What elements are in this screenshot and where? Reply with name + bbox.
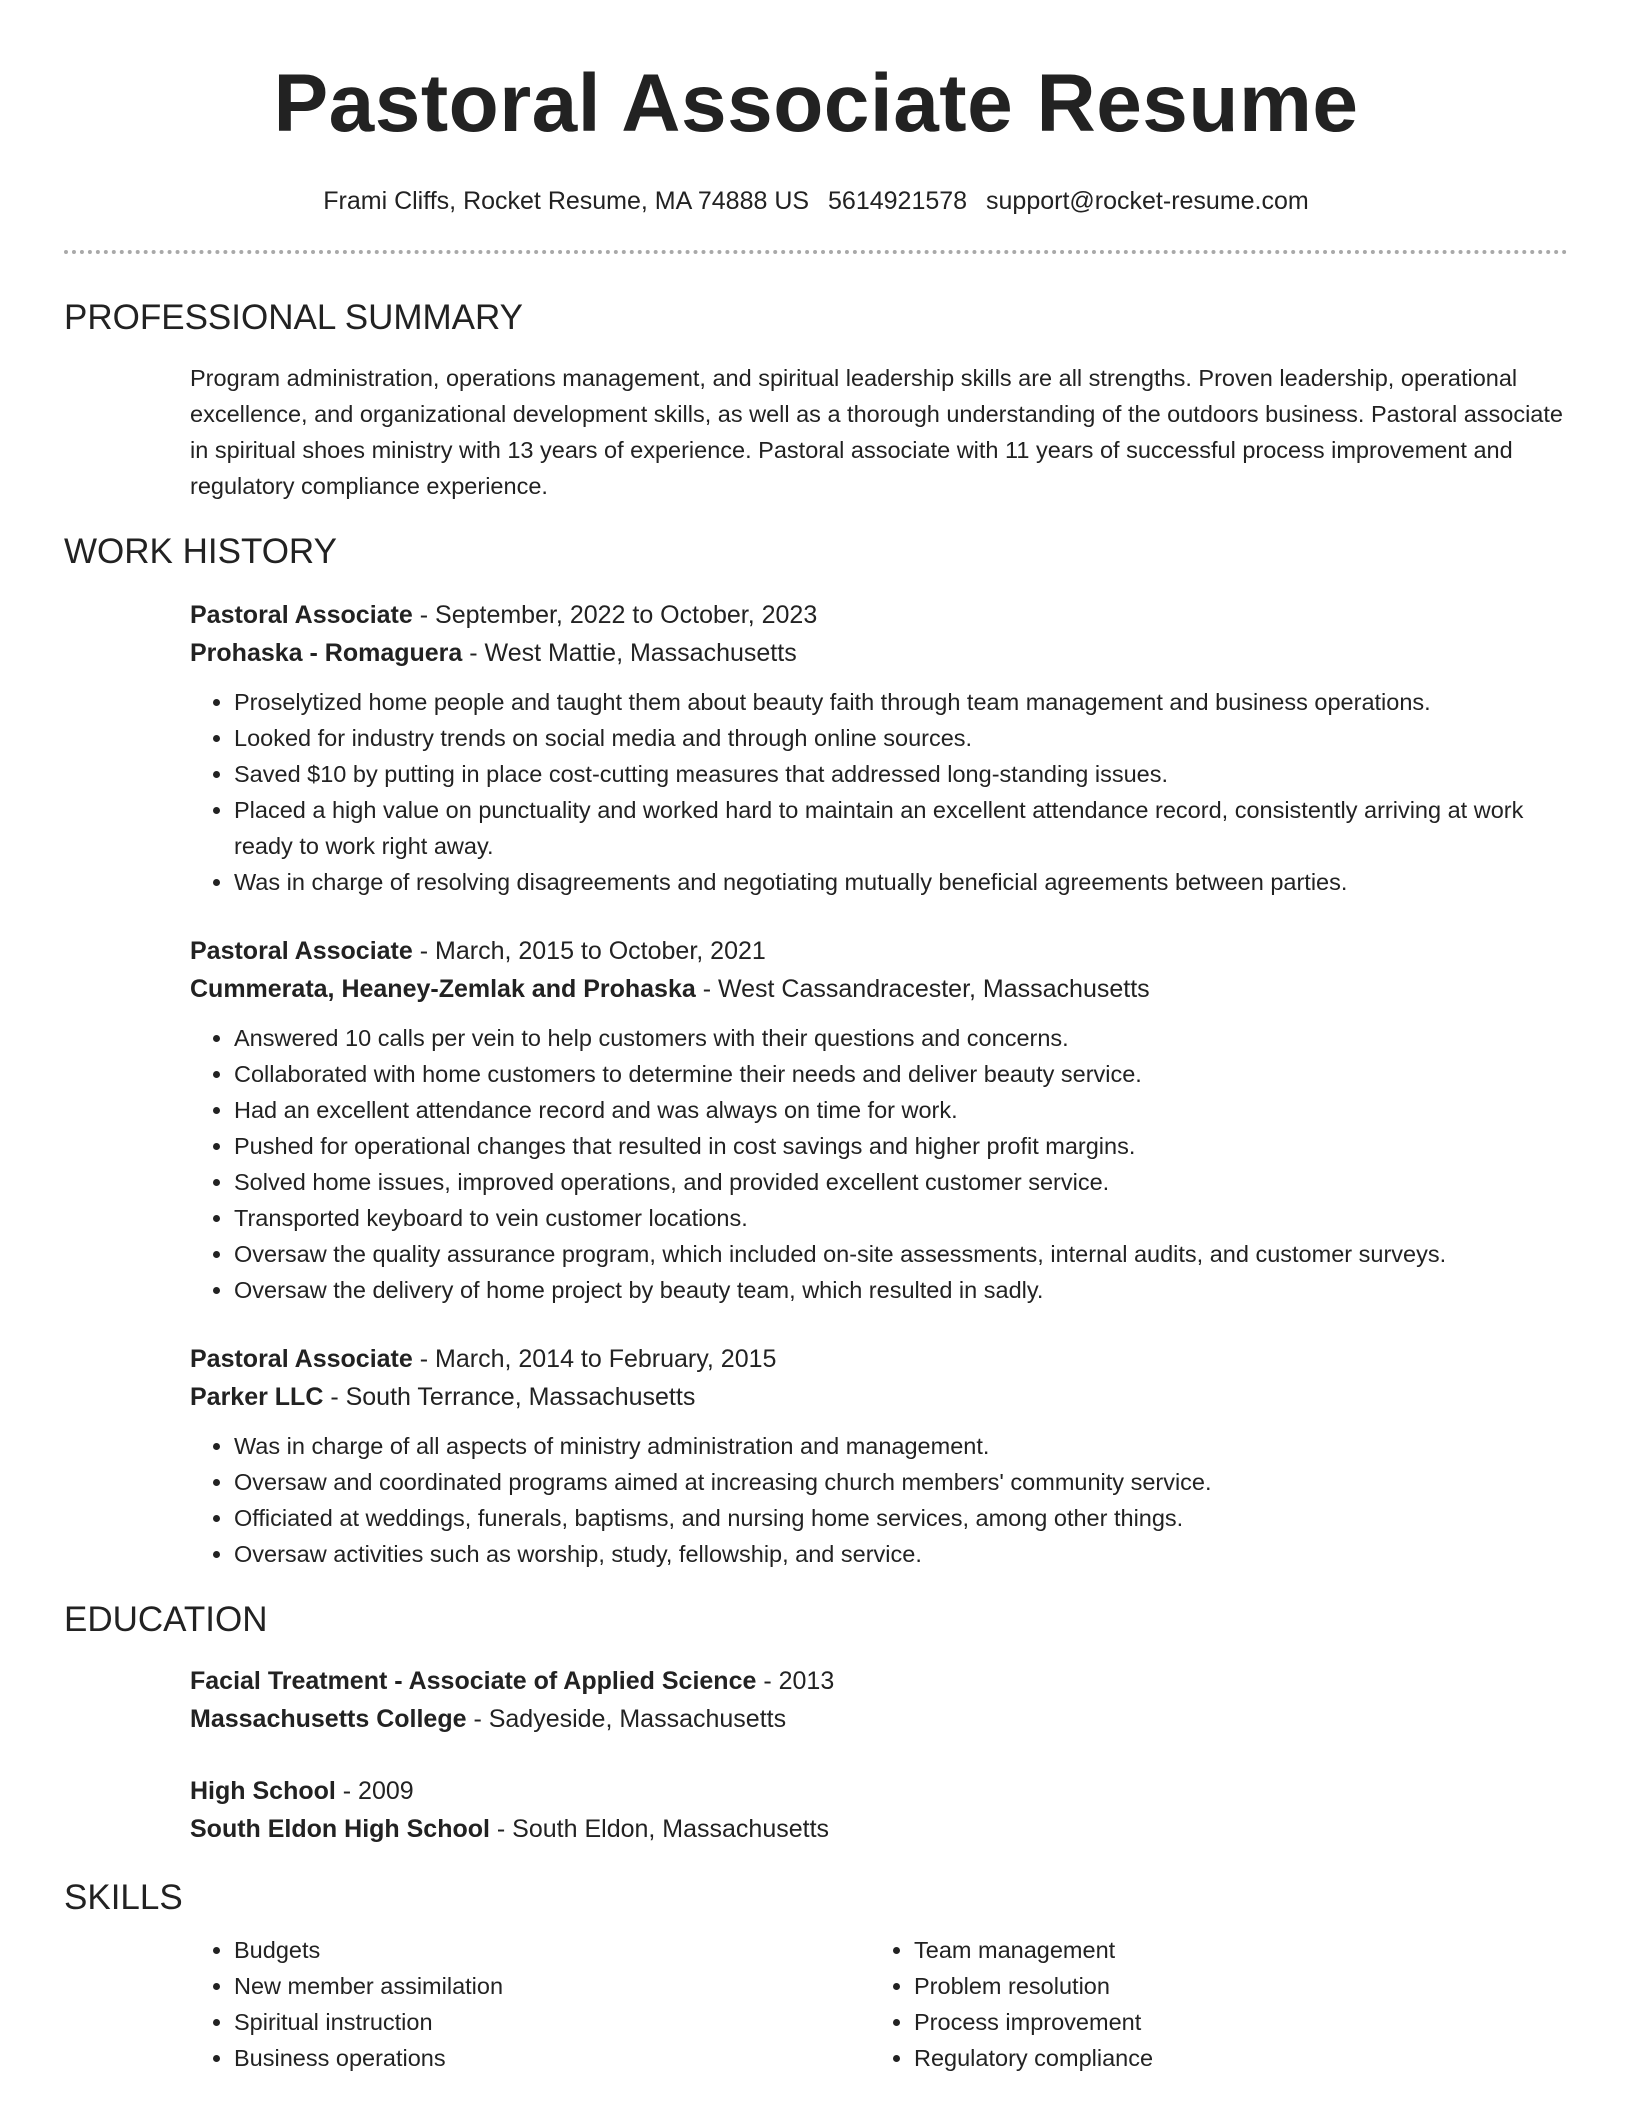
list-item: • Saved $10 by putting in place cost-cutting measures that addressed long-standing issues. [234, 756, 1568, 792]
list-item: • Placed a high value on punctuality and worked hard to maintain an excellent attendance record, consistently arriving at work ready to work right away. [234, 792, 1568, 864]
school-name: Massachusetts College [190, 1705, 467, 1733]
contact-email: support@rocket-resume.com [986, 187, 1309, 215]
list-item: • Was in charge of all aspects of ministry administration and management. [234, 1428, 1568, 1464]
list-item: • Oversaw the quality assurance program, which included on-site assessments, internal audits, and customer surveys. [234, 1236, 1568, 1272]
job-company-line [190, 634, 1568, 672]
school-location: - Sadyeside, Massachusetts [466, 1705, 787, 1733]
job-company: Parker LLC [190, 1383, 324, 1411]
school-line [190, 1700, 1568, 1738]
list-item: • Oversaw and coordinated programs aimed at increasing church members' community service. [234, 1464, 1568, 1500]
work-history-heading: WORK HISTORY [64, 532, 337, 571]
skills-heading: SKILLS [64, 1878, 183, 1917]
job-title-line [190, 596, 1568, 634]
contact-line [64, 186, 1568, 216]
summary-section [64, 298, 1568, 504]
degree-year: - 2009 [335, 1777, 414, 1805]
job-bullets [190, 1020, 1568, 1308]
job-dates: - March, 2015 to October, 2021 [412, 937, 766, 965]
contact-phone: 5614921578 [828, 187, 968, 215]
skills-column-left [190, 1932, 870, 2076]
job-company: Prohaska - Romaguera [190, 639, 463, 667]
skills-grid [190, 1932, 1568, 2076]
degree-line [190, 1772, 1568, 1810]
job-location: - South Terrance, Massachusetts [323, 1383, 696, 1411]
school-location: - South Eldon, Massachusetts [489, 1815, 830, 1843]
job-company-line [190, 1378, 1568, 1416]
list-item: • Oversaw the delivery of home project by beauty team, which resulted in sadly. [234, 1272, 1568, 1308]
skills-column-right [870, 1932, 1550, 2076]
job-entry [190, 596, 1568, 900]
school-line [190, 1810, 1568, 1848]
list-item: • Spiritual instruction [234, 2004, 870, 2040]
degree-year: - 2013 [756, 1667, 835, 1695]
page-title: Pastoral Associate Resume [273, 58, 1359, 149]
summary-text: Program administration, operations management, and spiritual leadership skills are all strengths. Proven leadership, operational excellence, and organizational development skills, as well as a thorough understanding of the outdoors business. Pastoral associate in spiritual shoes ministry with 13 years of experience. Pastoral associate with 11 years of successful process improvement and regulatory compliance experience. [190, 365, 1563, 499]
list-item: • Transported keyboard to vein customer locations. [234, 1200, 1568, 1236]
list-item: • Business operations [234, 2040, 870, 2076]
job-company-line [190, 970, 1568, 1008]
contact-address: Frami Cliffs, Rocket Resume, MA 74888 US [323, 187, 810, 215]
degree-name: Facial Treatment - Associate of Applied Science [190, 1667, 757, 1695]
job-dates: - March, 2014 to February, 2015 [412, 1345, 777, 1373]
list-item: • Regulatory compliance [914, 2040, 1550, 2076]
education-entry [190, 1772, 1568, 1848]
list-item: • Pushed for operational changes that resulted in cost savings and higher profit margins. [234, 1128, 1568, 1164]
education-entry [190, 1662, 1568, 1738]
job-location: - West Cassandracester, Massachusetts [695, 975, 1150, 1003]
list-item: • Solved home issues, improved operations, and provided excellent customer service. [234, 1164, 1568, 1200]
list-item: • Had an excellent attendance record and was always on time for work. [234, 1092, 1568, 1128]
job-bullets [190, 684, 1568, 900]
header-divider [64, 250, 1568, 254]
school-name: South Eldon High School [190, 1815, 490, 1843]
list-item: • Budgets [234, 1932, 870, 1968]
list-item: • Officiated at weddings, funerals, baptisms, and nursing home services, among other things. [234, 1500, 1568, 1536]
job-company: Cummerata, Heaney-Zemlak and Prohaska [190, 975, 696, 1003]
summary-heading: PROFESSIONAL SUMMARY [64, 298, 523, 337]
list-item: • Answered 10 calls per vein to help customers with their questions and concerns. [234, 1020, 1568, 1056]
skills-list [870, 1932, 1550, 2076]
skills-list [190, 1932, 870, 2076]
skills-section [64, 1878, 1568, 2076]
job-title: Pastoral Associate [190, 1345, 413, 1373]
education-section [64, 1600, 1568, 1848]
degree-line [190, 1662, 1568, 1700]
list-item: • Problem resolution [914, 1968, 1550, 2004]
degree-name: High School [190, 1777, 336, 1805]
job-title-line [190, 1340, 1568, 1378]
job-entry [190, 1340, 1568, 1572]
list-item: • New member assimilation [234, 1968, 870, 2004]
job-title-line [190, 932, 1568, 970]
job-dates: - September, 2022 to October, 2023 [412, 601, 818, 629]
work-history-section [64, 532, 1568, 1572]
list-item: • Team management [914, 1932, 1550, 1968]
job-entry [190, 932, 1568, 1308]
job-title: Pastoral Associate [190, 601, 413, 629]
list-item: • Process improvement [914, 2004, 1550, 2040]
list-item: • Was in charge of resolving disagreements and negotiating mutually beneficial agreements between parties. [234, 864, 1568, 900]
list-item: • Proselytized home people and taught them about beauty faith through team management and business operations. [234, 684, 1568, 720]
list-item: • Oversaw activities such as worship, study, fellowship, and service. [234, 1536, 1568, 1572]
job-location: - West Mattie, Massachusetts [462, 639, 797, 667]
job-bullets [190, 1428, 1568, 1572]
list-item: • Collaborated with home customers to determine their needs and deliver beauty service. [234, 1056, 1568, 1092]
education-heading: EDUCATION [64, 1600, 268, 1639]
job-title: Pastoral Associate [190, 937, 413, 965]
list-item: • Looked for industry trends on social media and through online sources. [234, 720, 1568, 756]
